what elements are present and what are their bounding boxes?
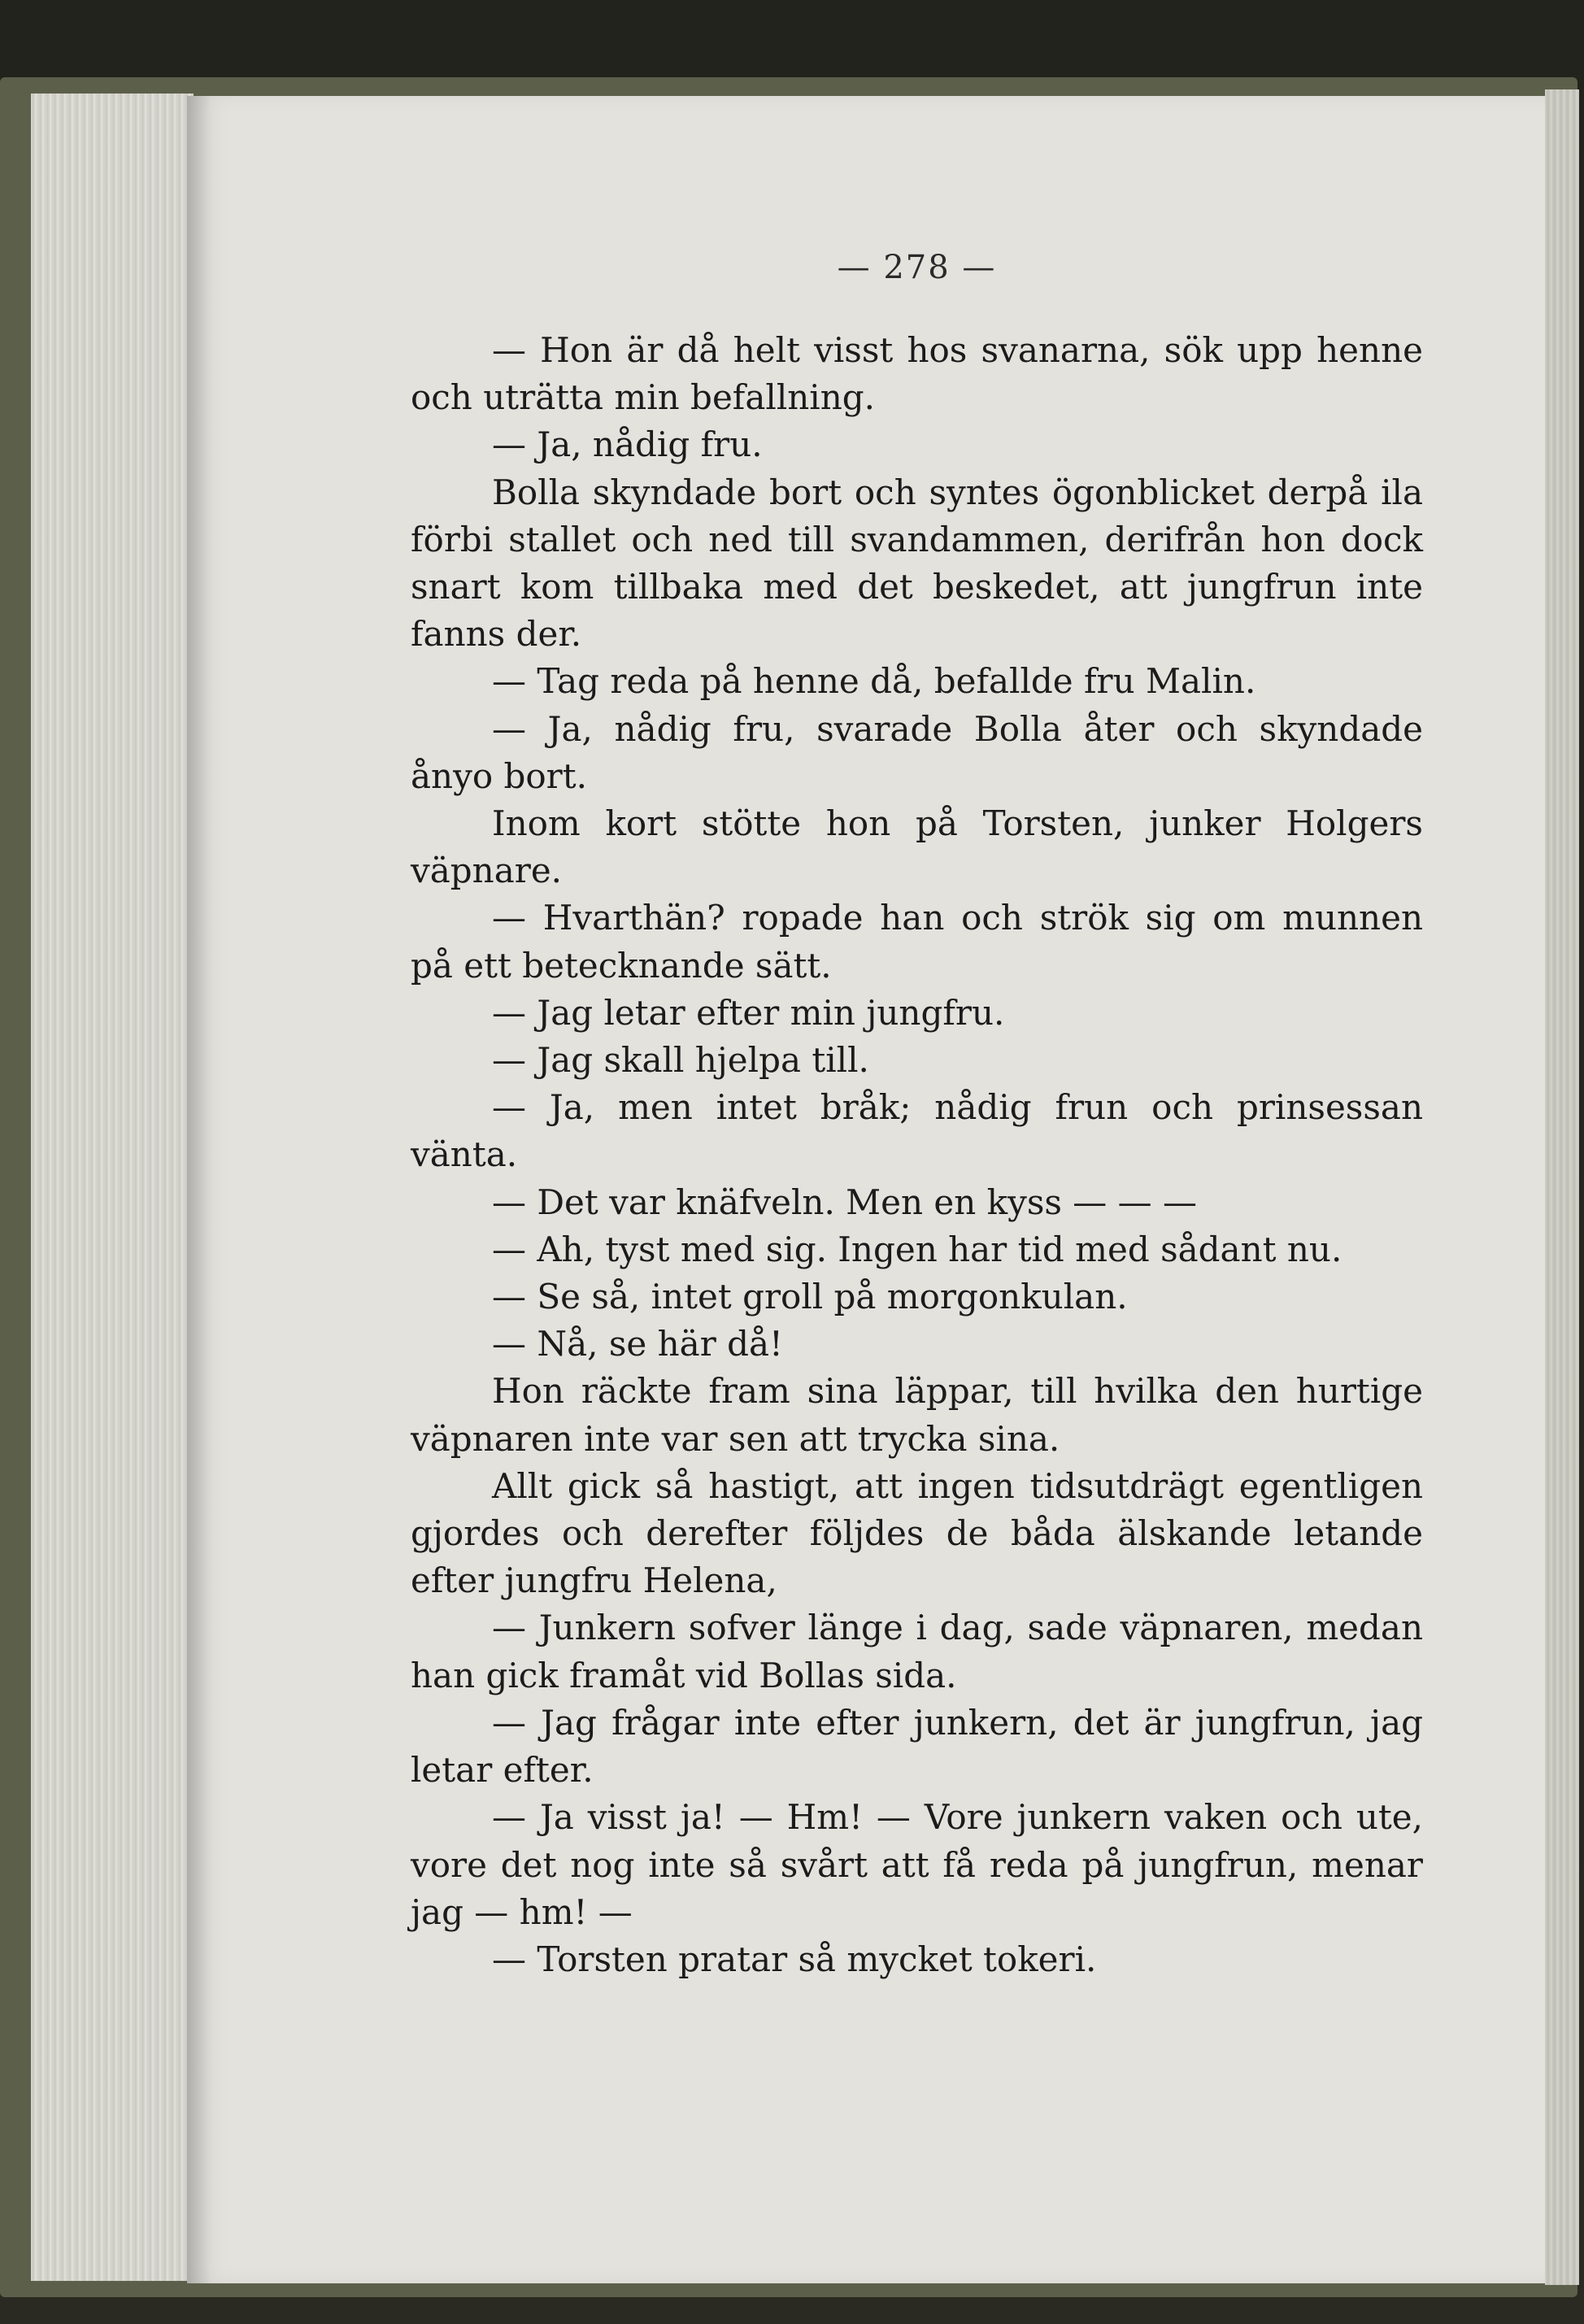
paragraph: — Se så, intet groll på morgonkulan. (492, 1277, 1128, 1317)
paragraph: — Torsten pratar så mycket tokeri. (492, 1939, 1097, 1979)
paragraph: Inom kort stötte hon på Torsten, junker Holgers väpnare. (411, 803, 1423, 891)
page-edges-left (31, 94, 194, 2281)
paragraph: Hon räckte fram sina läppar, till hvilka den hurtige väpnaren inte var sen att trycka sina. (411, 1371, 1423, 1459)
paragraph: — Det var knäfveln. Men en kyss — — — (492, 1182, 1198, 1222)
paragraph: — Ja, nådig fru, svarade Bolla åter och skyndade ånyo bort. (411, 708, 1423, 796)
paragraph: — Ja, nådig fru. (492, 424, 763, 465)
paragraph: — Jag frågar inte efter junkern, det är jungfrun, jag letar efter. (411, 1702, 1423, 1791)
paragraph: Allt gick så hastigt, att ingen tidsutdrägt egentligen gjordes och derefter följdes de båda älskande letande efter jungfru Helena, (411, 1465, 1423, 1601)
paragraph: — Junkern sofver länge i dag, sade väpnaren, medan han gick framåt vid Bollas sida. (411, 1608, 1423, 1695)
page-number: — 278 — (837, 249, 997, 286)
page-edges-right (1545, 89, 1579, 2285)
paragraph: — Tag reda på henne då, befallde fru Malin. (492, 661, 1256, 702)
paragraph: — Ah, tyst med sig. Ingen har tid med sådant nu. (492, 1229, 1342, 1269)
paragraph: — Hvarthän? ropade han och strök sig om munnen på ett betecknande sätt. (411, 898, 1423, 986)
page-text (411, 244, 1423, 1983)
paragraph: Bolla skyndade bort och syntes ögonblicket derpå ila förbi stallet och ned till svandammen, derifrån hon dock snart kom tillbaka med det beskedet, att jungfrun inte fanns der. (411, 472, 1423, 655)
spine-shadow (187, 96, 211, 2283)
paragraph: — Ja visst ja! — Hm! — Vore junkern vaken och ute, vore det nog inte så svårt att få reda på jungfrun, menar jag — hm! — (411, 1797, 1423, 1932)
paragraph: — Jag letar efter min jungfru. (492, 992, 1005, 1033)
paragraph: — Hon är då helt visst hos svanarna, sök upp henne och uträtta min befallning. (411, 330, 1423, 418)
paragraph: — Ja, men intet bråk; nådig frun och prinsessan vänta. (411, 1087, 1423, 1175)
paragraph: — Nå, se här då! (492, 1324, 783, 1364)
paragraph: — Jag skall hjelpa till. (492, 1040, 869, 1081)
